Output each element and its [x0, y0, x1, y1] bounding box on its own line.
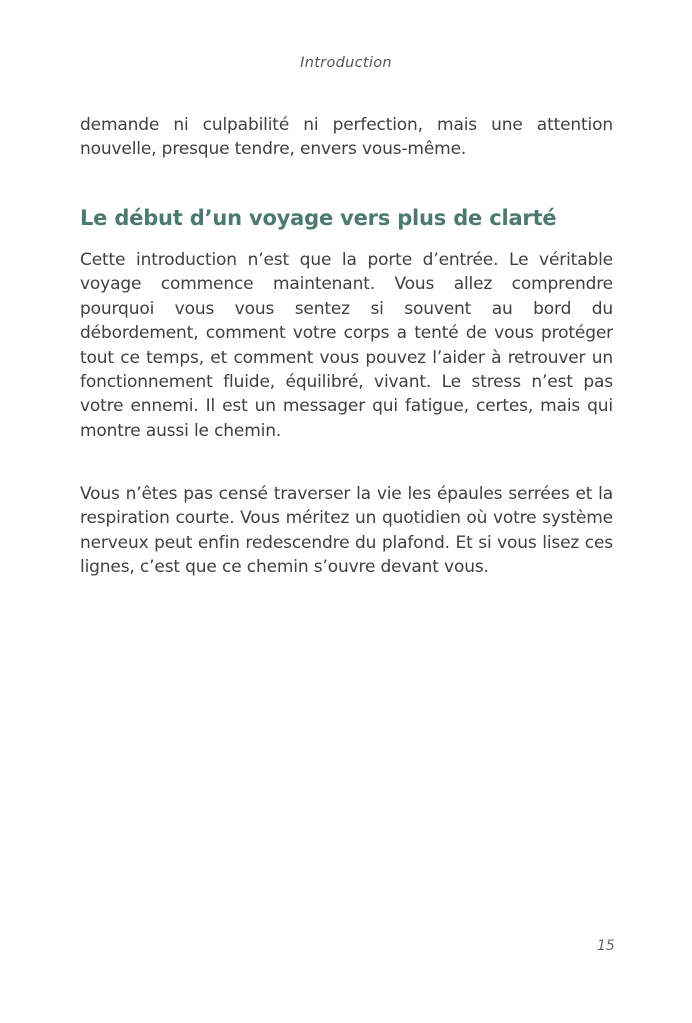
body-paragraph-block-1 — [80, 248, 613, 443]
body-paragraph-block-2 — [80, 482, 613, 580]
running-head: Introduction — [300, 55, 392, 71]
carryover-paragraph: demande ni culpabilité ni perfection, mais une attention nouvelle, presque tendre, envers vous-même. — [80, 115, 613, 160]
page-number: 15 — [597, 938, 615, 954]
section-heading: Le début d’un voyage vers plus de clarté — [80, 206, 557, 230]
carryover-paragraph-block — [80, 113, 613, 162]
body-paragraph: Vous n’êtes pas censé traverser la vie les épaules serrées et la respiration courte. Vous méritez un quotidien où votre système nerveux peut enfin redescendre du plafond. Et si vous lisez ces lignes, c’est que ce chemin s’ouvre devant vous. — [80, 484, 613, 578]
body-paragraph: Cette introduction n’est que la porte d’entrée. Le véritable voyage commence maintenant. Vous allez comprendre pourquoi vous vous sentez si souvent au bord du débordement, comment votre corps a tenté de vous protéger tout ce temps, et comment vous pouvez l’aider à retrouver un fonctionnement fluide, équilibré, vivant. Le stress n’est pas votre ennemi. Il est un messager qui fatigue, certes, mais qui montre aussi le chemin. — [80, 250, 613, 441]
